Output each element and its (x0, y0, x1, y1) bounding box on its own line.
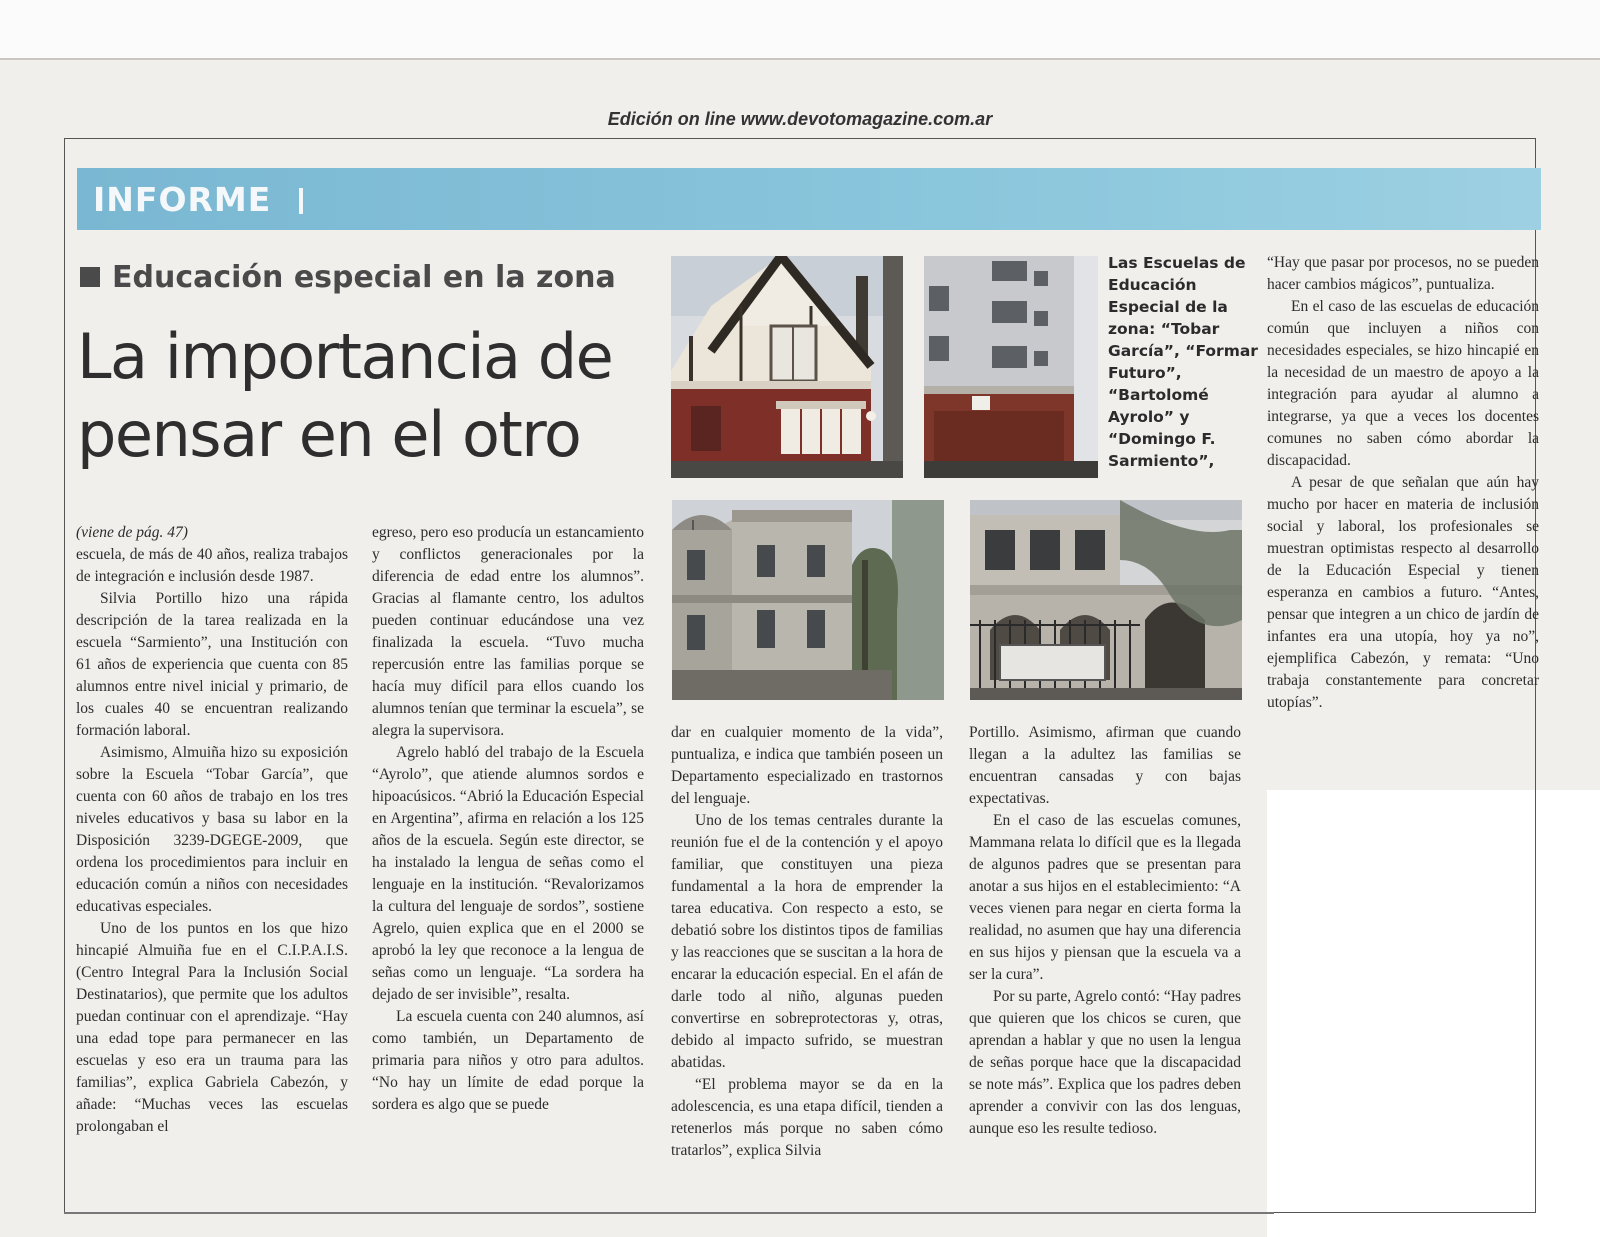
square-bullet-icon (80, 267, 100, 287)
text-column-2 (372, 522, 644, 1116)
article-kicker (80, 254, 616, 300)
paragraph: Por su parte, Agrelo contó: “Hay padres que quieren que los chicos se curen, que aprendan a hablar y que no usen la lengua de señas porque hace que la discapacidad se note más”. Explica que los padres deben aprender a convivir con las dos lenguas, aunque eso les resulte tedioso. (969, 988, 1241, 1137)
kicker-text: Educación especial en la zona (112, 259, 616, 295)
edition-line: Edición on line www.devotomagazine.com.ar (607, 109, 993, 129)
paragraph: Uno de los puntos en los que hizo hincapié Almuiña fue en el C.I.P.A.I.S. (Centro Integral Para la Inclusión Social Destinatarios), que permite que los adultos puedan continuar con el aprendizaje. “Hay una edad tope para permanecer en las escuelas y eso era un trauma para las familias”, explica Gabriela Cabezón, y añade: “Muchas veces las escuelas prolongaban el (76, 920, 348, 1135)
paragraph: “Hay que pasar por procesos, no se pueden hacer cambios mágicos”, puntualiza. (1267, 254, 1539, 293)
section-band (77, 168, 1541, 230)
paragraph: A pesar de que señalan que aún hay mucho por hacer en materia de inclusión social y laboral, los profesionales se muestran optimistas respecto al desarrollo de la Educación Especial y tienen esperanza en cambios a futuro. “Antes, pensar que integren a un chico de jardín de infantes era una utopía, hoy ya no”, ejemplifica Cabezón, y remata: “Uno trabaja constantemente para concretar utopías”. (1267, 474, 1539, 711)
paragraph: “El problema mayor se da en la adolescencia, es una etapa difícil, tienden a retenerlos más porque no saben cómo tratarlos”, explica Silvia (671, 1076, 943, 1159)
paragraph: Portillo. Asimismo, afirman que cuando llegan a la adultez las familias se encuentran cansadas y con bajas expectativas. (969, 724, 1241, 807)
paragraph: En el caso de las escuelas comunes, Mammana relata lo difícil que es la llegada de algunos padres que se presentan para anotar a sus hijos en el establecimiento: “A veces vienen para negar en cierta forma la realidad, no asumen que hay una diferencia en sus hijos y piensan que la escuela va a ser la cura”. (969, 812, 1241, 983)
paragraph: dar en cualquier momento de la vida”, puntualiza, e indica que también poseen un Departamento especializado en trastornos del lenguaje. (671, 724, 943, 807)
photo-classical-mansion (672, 500, 944, 700)
headline-line-2: pensar en el otro (77, 398, 581, 471)
text-column-3 (671, 722, 943, 1162)
photo-tudor-building (671, 256, 903, 478)
continuation-reference: (viene de pág. 47) (76, 524, 188, 541)
paragraph: En el caso de las escuelas de educación común que incluyen a niños con necesidades especiales, se hizo hincapié en la necesidad de un maestro de apoyo a la integración para ayudar al alumno a integrarse, ya que a veces los docentes comunes no saben cómo abordar la discapacidad. (1267, 298, 1539, 469)
scan-top-margin (0, 0, 1600, 58)
article-headline (77, 318, 667, 474)
paragraph: Asimismo, Almuiña hizo su exposición sobre la Escuela “Tobar García”, que cuenta con 60 años de trabajo en los tres niveles educativos y basa su labor en la Disposición 3239-DGEGE-2009, que ordena los procedimientos para incluir en educación común a niños con necesidades educativas especiales. (76, 744, 348, 915)
photo-caption: Las Escuelas de Educación Especial de la zona: “Tobar García”, “Formar Futuro”, “Bartolomé Ayrolo” y “Domingo F. Sarmiento”, (1108, 254, 1258, 470)
bottom-rule (64, 1212, 1274, 1214)
paragraph: La escuela cuenta con 240 alumnos, así como también, un Departamento de primaria para niños y otro para adultos. “No hay un límite de edad porque la sordera es algo que se puede (372, 1008, 644, 1113)
paragraph: Uno de los temas centrales durante la reunión fue el de la contención y el apoyo familiar, que constituyen una pieza fundamental a la hora de emprender la tarea educativa. Con respecto a esto, se debatió sobre los distintos tipos de familias y las reacciones que se suscitan a la hora de encarar la educación especial. En el afán de darle todo al niño, algunas pueden convertirse en sobreprotectoras y, otras, debido al impacto sufrido, se muestran abatidas. (671, 812, 943, 1071)
text-column-5 (1267, 252, 1539, 714)
paragraph: egreso, pero eso producía un estancamiento y conflictos generacionales por la diferencia de edad entre los alumnos”. Gracias al flamante centro, los adultos pueden continuar educándose una vez finalizada la escuela. “Tuvo mucha repercusión entre las familias porque se hacía muy difícil para ellos cuando los alumnos tenían que terminar la escuela”, se alegra la supervisora. (372, 524, 644, 739)
section-divider (299, 188, 303, 214)
text-column-1 (76, 522, 348, 1138)
text-column-4 (969, 722, 1241, 1140)
paragraph: escuela, de más de 40 años, realiza trabajos de integración e inclusión desde 1987. (76, 546, 348, 585)
paragraph: Agrelo habló del trabajo de la Escuela “Ayrolo”, que atiende alumnos sordos e hipoacúsicos. “Abrió la Educación Especial en Argentina”, afirma en relación a los 125 años de la escuela. Según este director, se ha instalado la lengua de señas como el lenguaje en la institución. “Revalorizamos la cultura del lenguaje de sordos”, sostiene Agrelo, quien explica que en el 2000 se aprobó la ley que reconoce a la lengua de señas como un lenguaje. “La sordera ha dejado de ser invisible”, resalta. (372, 744, 644, 1003)
photo-modern-building (924, 256, 1098, 478)
paragraph: Silvia Portillo hizo una rápida descripción de la tarea realizada en la escuela “Sarmiento”, una Institución con 61 años de experiencia que cuenta con 85 alumnos entre nivel inicial y primario, de los cuales 40 se encuentran realizando formación laboral. (76, 590, 348, 739)
photo-building-with-fence (970, 500, 1242, 700)
headline-line-1: La importancia de (77, 320, 613, 393)
section-title: INFORME (93, 180, 272, 219)
